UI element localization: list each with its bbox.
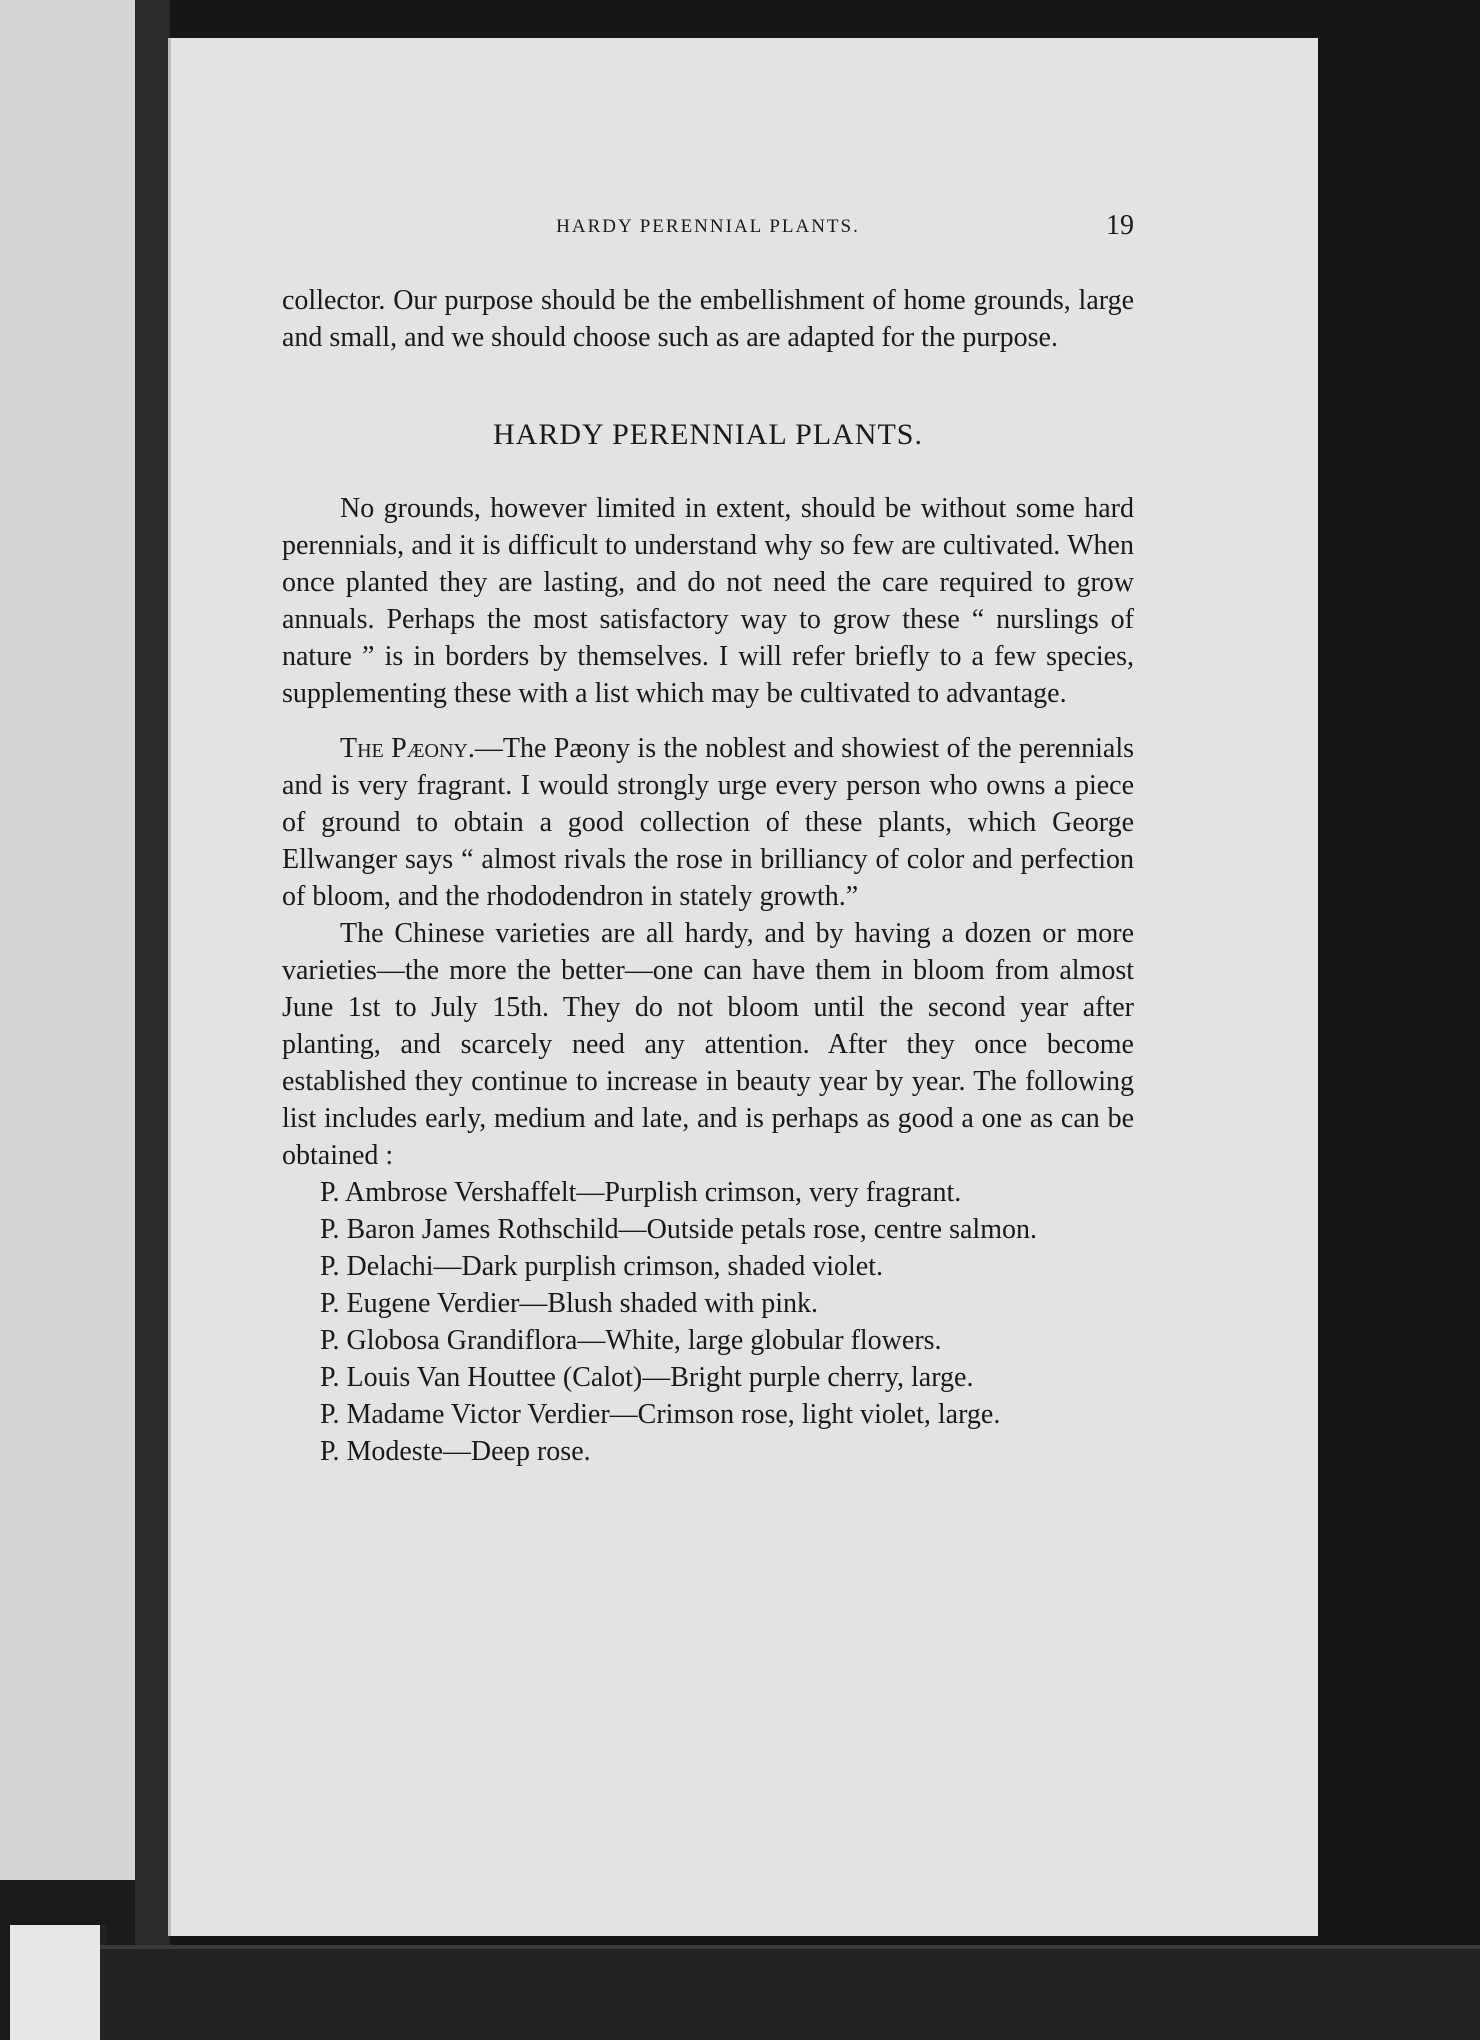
variety-item: P. Baron James Rothschild—Outside petals rose, centre salmon. [320, 1214, 1037, 1245]
page-number: 19 [1106, 210, 1134, 241]
running-title: HARDY PERENNIAL PLANTS. [556, 216, 860, 237]
variety-item: P. Modeste—Deep rose. [320, 1436, 591, 1467]
variety-item: P. Madame Victor Verdier—Crimson rose, light violet, large. [320, 1399, 1001, 1430]
variety-item: P. Ambrose Vershaffelt—Purplish crimson, very fragrant. [320, 1177, 962, 1208]
intro-paragraph: No grounds, however limited in extent, should be without some hard perennials, and it is difficult to understand why so few are cultivated. When once planted they are lasting, and do not need the care required to grow annuals. Perhaps the most satisfactory way to grow these “ nurslings of nature ” is in borders by themselves. I will refer briefly to a few species, supplementing these with a list which may be cultivated to advantage. [282, 493, 1134, 709]
bottom-border [100, 1945, 1480, 2040]
opening-paragraph-block [282, 282, 1134, 356]
section-heading: HARDY PERENNIAL PLANTS. [493, 418, 923, 451]
facing-page-tab [10, 1925, 106, 2040]
variety-item: P. Delachi—Dark purplish crimson, shaded violet. [320, 1251, 884, 1282]
book-binding [135, 0, 170, 2040]
right-border [1318, 40, 1480, 2040]
variety-item: P. Eugene Verdier—Blush shaded with pink. [320, 1288, 818, 1319]
facing-page-edge [0, 0, 135, 1980]
main-text [282, 490, 1134, 1470]
paeony-paragraph-text: —The Pæony is the noblest and showiest of the perennials and is very fragrant. I would strongly urge every person who owns a piece of ground to obtain a good collection of these plants, which George Ellwanger says “ almost rivals the rose in brilliancy of color and perfection of bloom, and the rhododendron in stately growth.” [282, 733, 1134, 912]
variety-item: P. Globosa Grandiflora—White, large globular flowers. [320, 1325, 942, 1356]
paeony-lead: The Pæony. [340, 733, 475, 764]
paeony-paragraph [282, 730, 1134, 915]
opening-paragraph: collector. Our purpose should be the embellishment of home grounds, large and small, and we should choose such as are adapted for the purpose. [282, 285, 1134, 353]
variety-item: P. Louis Van Houttee (Calot)—Bright purple cherry, large. [320, 1362, 974, 1393]
chinese-varieties-paragraph: The Chinese varieties are all hardy, and by having a dozen or more varieties—the more the better—one can have them in bloom from almost June 1st to July 15th. They do not bloom until the second year after planting, and scarcely need any attention. After they once become established they continue to increase in beauty year by year. The following list includes early, medium and late, and is perhaps as good a one as can be obtained : [282, 918, 1134, 1171]
